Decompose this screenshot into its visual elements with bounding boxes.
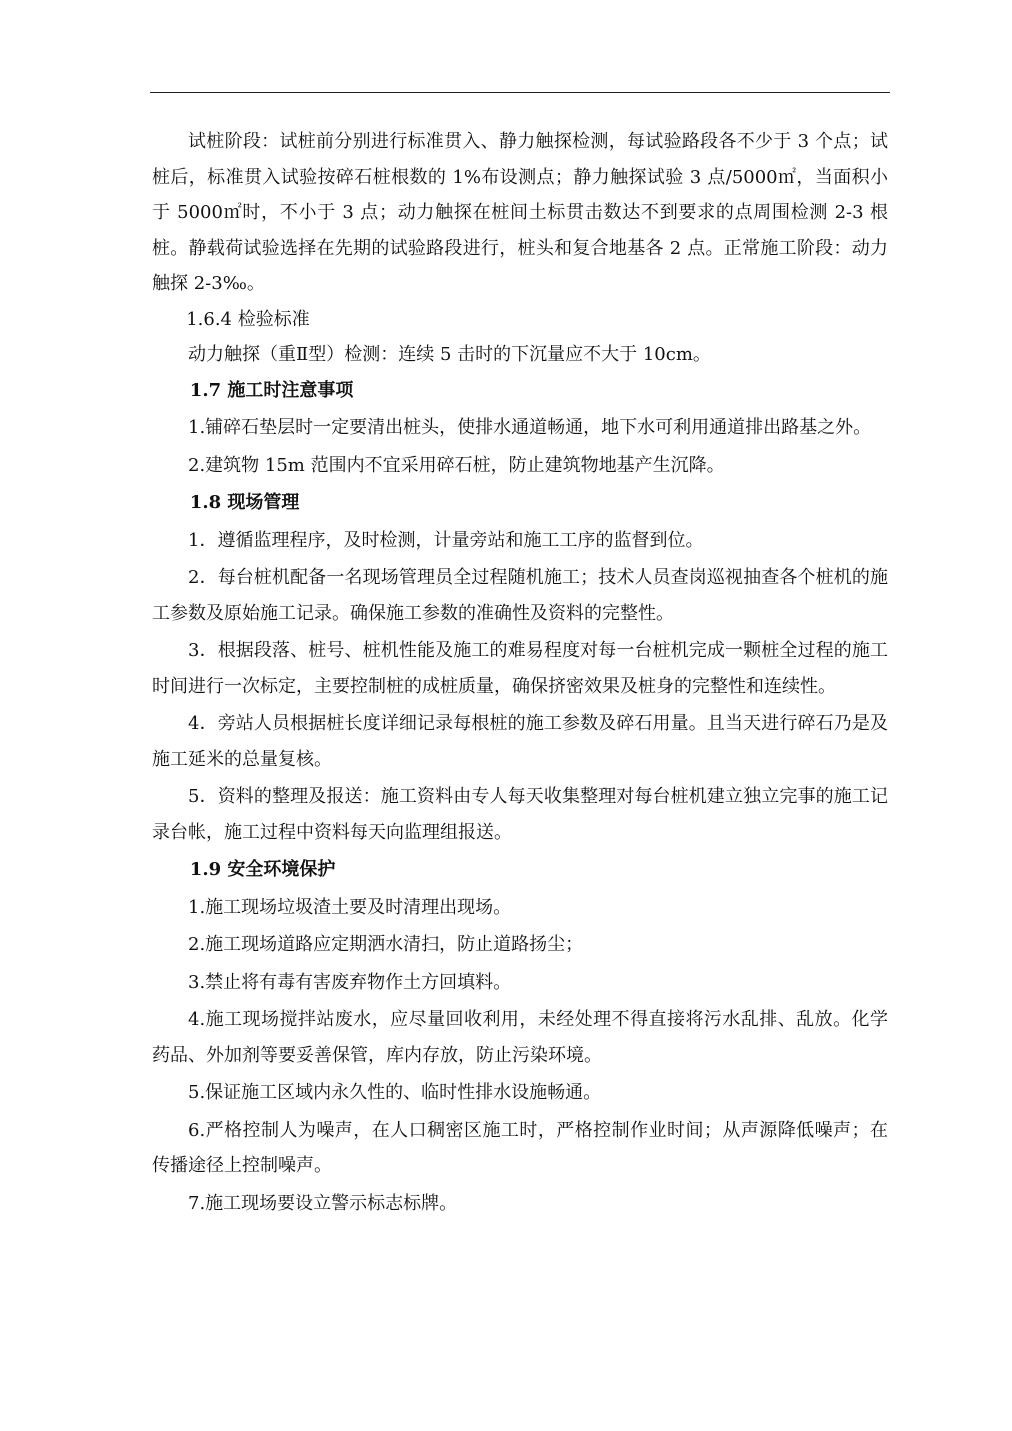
heading-1-7: 1.7 施工时注意事项 xyxy=(189,379,354,401)
list-item-1-9-6: 6.严格控制人为噪声，在人口稠密区施工时，严格控制作业时间；从声源降低噪声；在传播途径上控制噪声。 xyxy=(152,1119,888,1176)
heading-1-9: 1.9 安全环境保护 xyxy=(189,859,336,880)
list-item-1-9-2: 2.施工现场道路应定期洒水清扫，防止道路扬尘； xyxy=(188,934,584,955)
list-item-1-9-1: 1.施工现场垃圾渣土要及时清理出现场。 xyxy=(188,896,512,918)
paragraph-test-pile-stage: 试桩阶段：试桩前分别进行标准贯入、静力触探检测，每试验路段各不少于 3 个点；试桩后，标准贯入试验按碎石桩根数的 1%布设测点；静力触探试验 3 点/5000㎡，当面积小于 5000㎡时，不小于 3 点；动力触探在桩间土标贯击数达不到要求的点周围检测 2-3 根桩。静载荷试验选择在先期的试验路段进行，桩头和复合地基各 2 点。正常施工阶段：动力触探 2-3‰。 xyxy=(152,131,888,294)
heading-1-8: 1.8 现场管理 xyxy=(189,492,300,513)
list-item-1-9-4: 4.施工现场搅拌站废水，应尽量回收利用，未经处理不得直接将污水乱排、乱放。化学药品、外加剂等要妥善保管，库内存放，防止污染环境。 xyxy=(152,1009,888,1066)
list-item-1-8-5: 5．资料的整理及报送：施工资料由专人每天收集整理对每台桩机建立独立完事的施工记录台帐，施工过程中资料每天向监理组报送。 xyxy=(152,786,888,843)
paragraph-dynamic-probe: 动力触探（重Ⅱ型）检测：连续 5 击时的下沉量应不大于 10cm。 xyxy=(188,344,711,365)
document-body xyxy=(152,124,888,1221)
list-item-1-8-3: 3．根据段落、桩号、桩机性能及施工的难易程度对每一台桩机完成一颗桩全过程的施工时间进行一次标定，主要控制桩的成桩质量，确保挤密效果及桩身的完整性和连续性。 xyxy=(152,640,888,697)
list-item-1-9-3: 3.禁止将有毒有害废弃物作土方回填料。 xyxy=(188,971,512,993)
list-item-1-8-4: 4．旁站人员根据桩长度详细记录每根桩的施工参数及碎石用量。且当天进行碎石乃是及施工延米的总量复核。 xyxy=(152,713,888,770)
header-rule xyxy=(150,92,890,93)
list-item-1-9-5: 5.保证施工区域内永久性的、临时性排水设施畅通。 xyxy=(188,1082,602,1103)
list-item-1-7-1: 1.铺碎石垫层时一定要清出桩头，使排水通道畅通，地下水可利用通道排出路基之外。 xyxy=(188,417,872,438)
subsection-1-6-4: 1.6.4 检验标准 xyxy=(186,308,310,330)
list-item-1-7-2: 2.建筑物 15m 范围内不宜采用碎石桩，防止建筑物地基产生沉降。 xyxy=(188,454,725,476)
list-item-1-8-2: 2．每台桩机配备一名现场管理员全过程随机施工；技术人员查岗巡视抽查各个桩机的施工参数及原始施工记录。确保施工参数的准确性及资料的完整性。 xyxy=(152,567,888,624)
list-item-1-8-1: 1．遵循监理程序，及时检测，计量旁站和施工工序的监督到位。 xyxy=(188,529,704,551)
list-item-1-9-7: 7.施工现场要设立警示标志标牌。 xyxy=(188,1192,458,1214)
